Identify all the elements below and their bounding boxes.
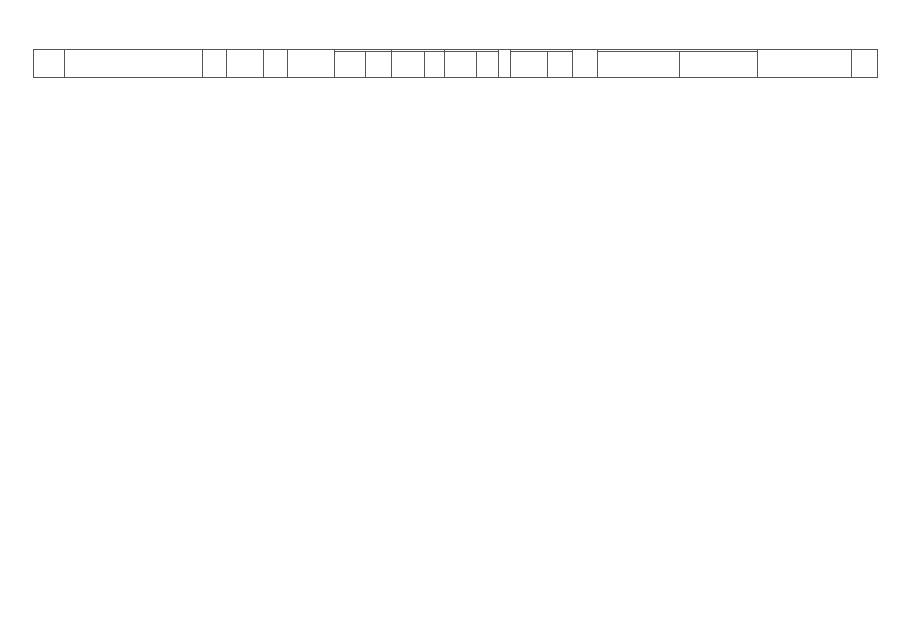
header-un-number xyxy=(34,50,65,78)
table-header xyxy=(34,50,878,78)
header-stowage-a xyxy=(597,52,679,78)
header-psn xyxy=(64,50,203,78)
header-tank-provisions xyxy=(548,52,573,78)
header-segregation xyxy=(680,52,758,78)
dangerous-goods-table xyxy=(33,49,878,78)
header-packing-instructions xyxy=(391,52,424,78)
header-ems xyxy=(573,50,598,78)
header-ibc-provisions xyxy=(476,52,498,78)
header-packing-provisions xyxy=(424,52,444,78)
header-special-provisions xyxy=(288,50,335,78)
header-un-number-right xyxy=(851,50,877,78)
header-ibc-instructions xyxy=(444,52,476,78)
header-packing-group xyxy=(263,50,288,78)
header-excepted-qty xyxy=(365,52,391,78)
header-limited-qty xyxy=(335,52,366,78)
header-tank-instructions xyxy=(510,52,548,78)
header-class xyxy=(203,50,227,78)
header-blank xyxy=(498,50,510,78)
header-properties xyxy=(757,50,851,78)
header-subsidiary-hazard xyxy=(227,50,263,78)
